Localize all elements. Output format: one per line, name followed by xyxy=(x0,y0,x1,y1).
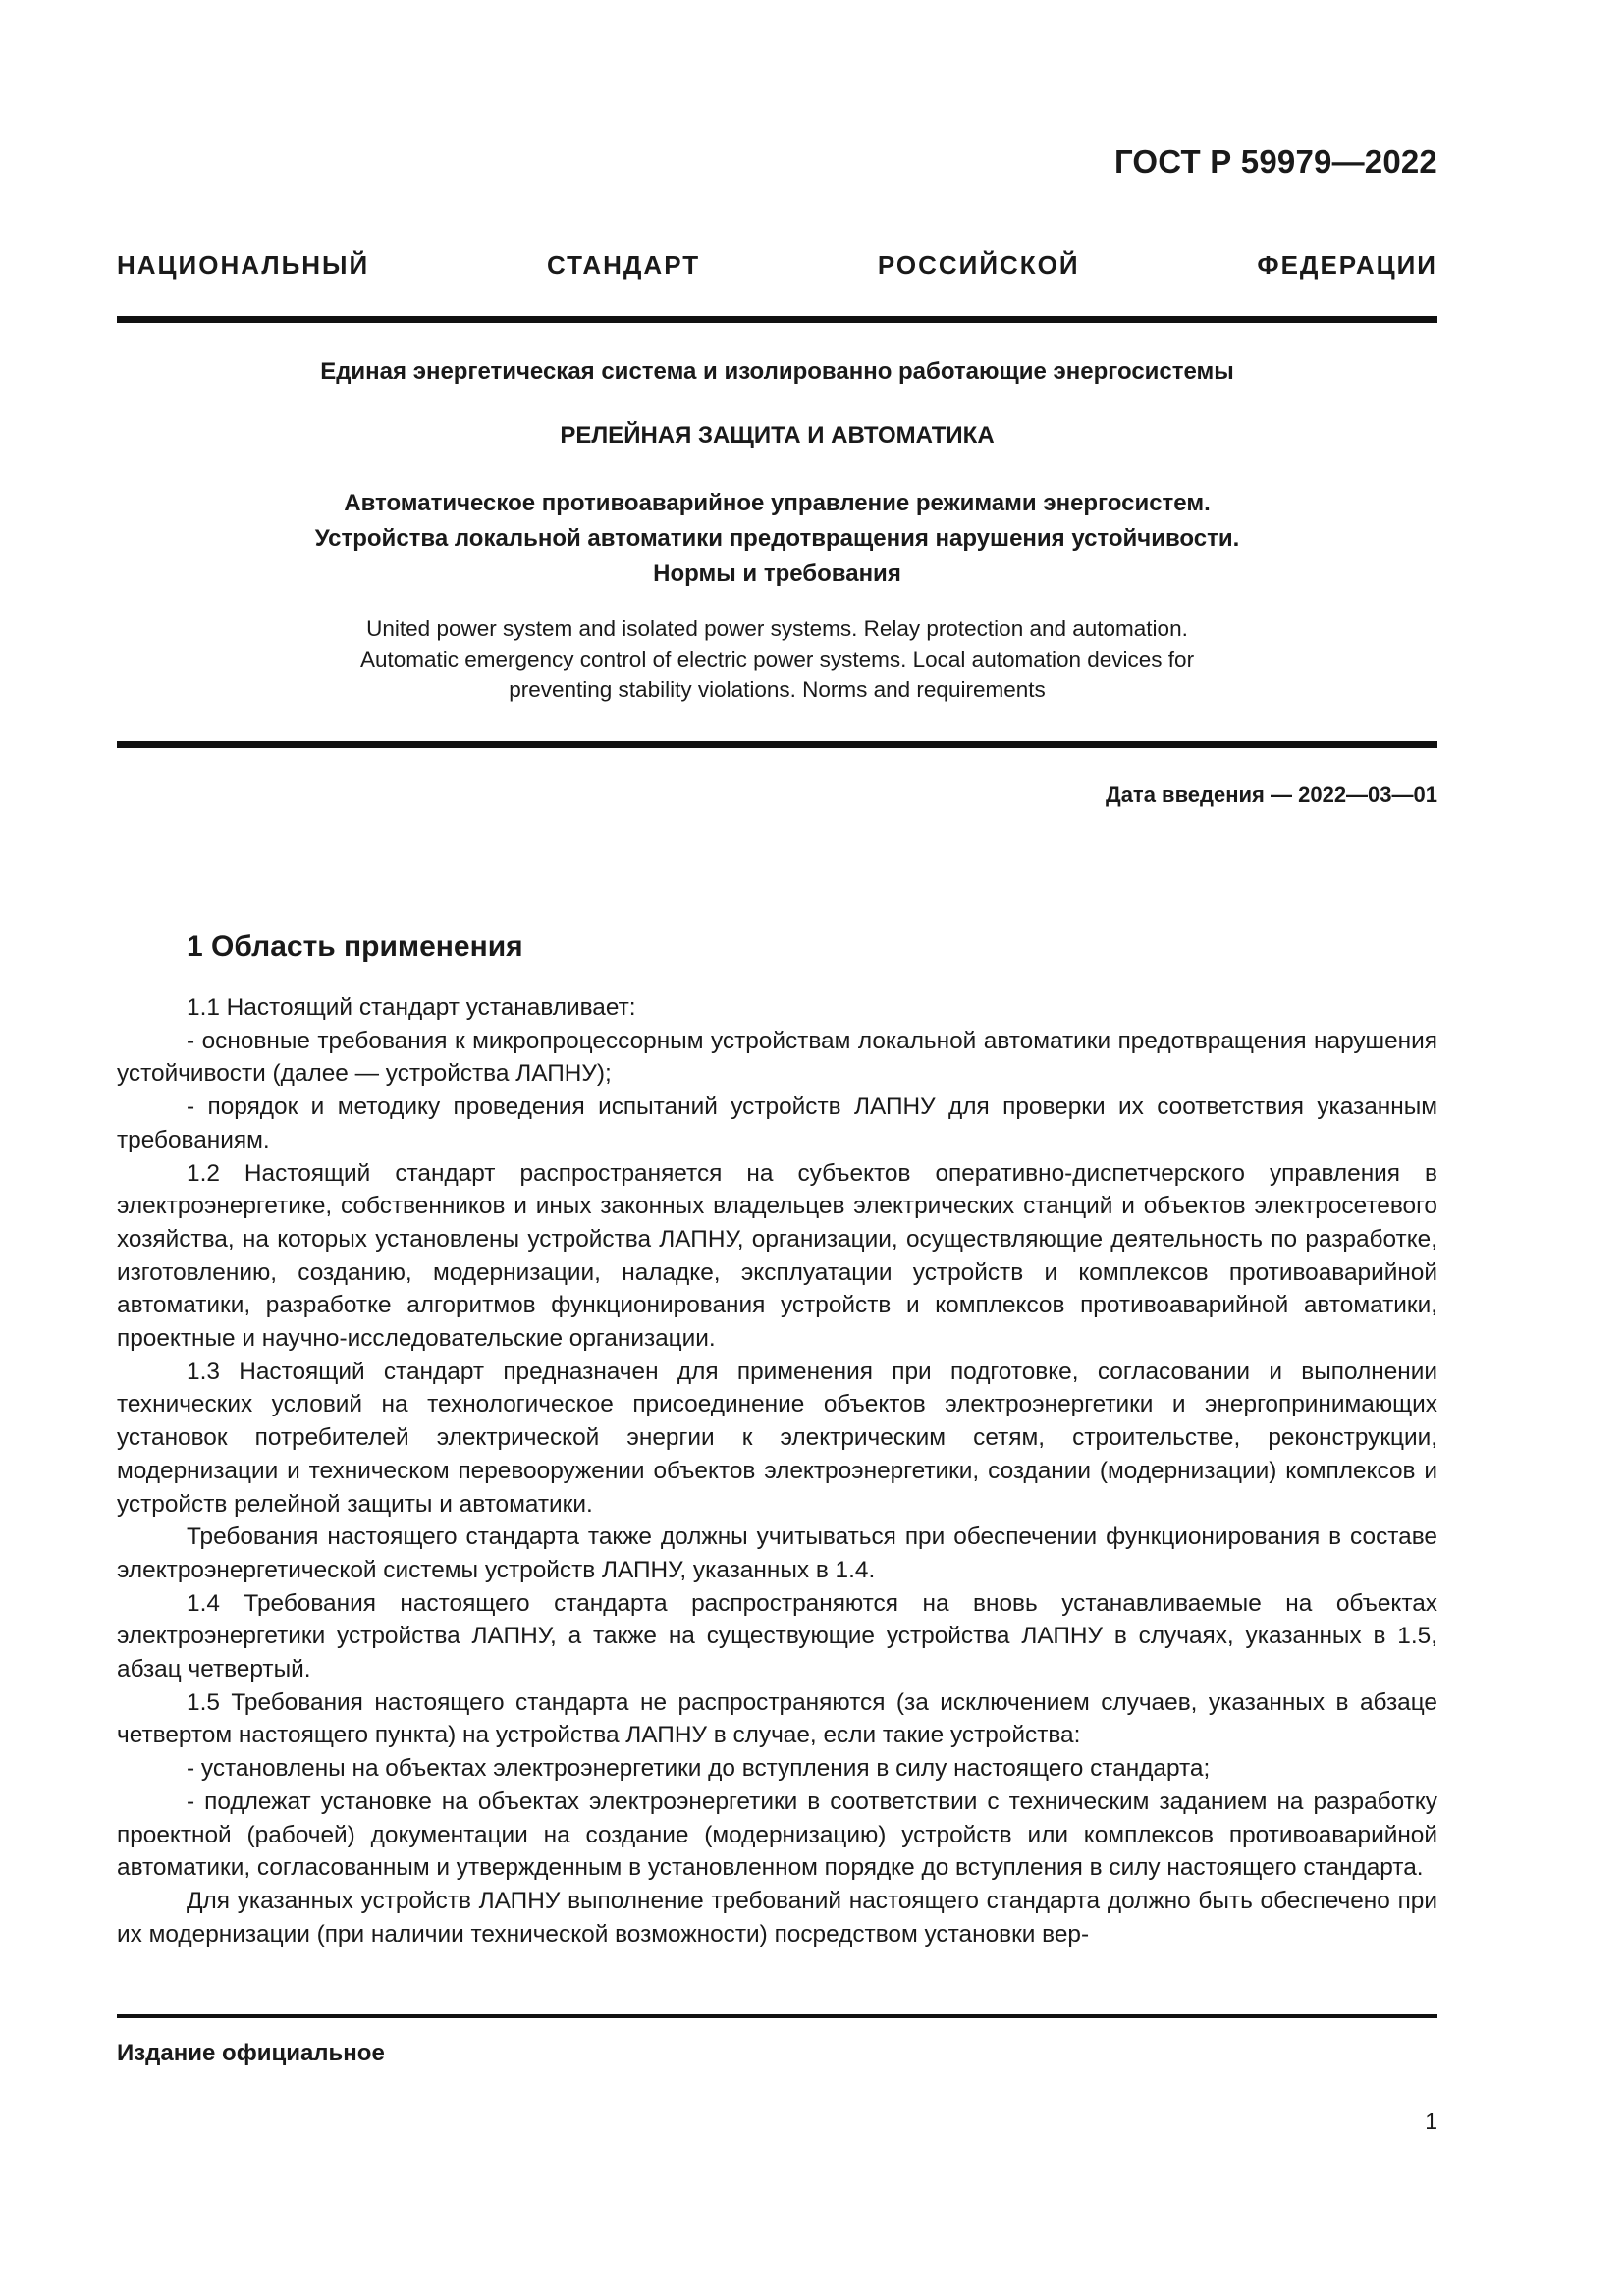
national-standard-title: НАЦИОНАЛЬНЫЙ СТАНДАРТ РОССИЙСКОЙ ФЕДЕРАЦИИ xyxy=(117,250,1437,280)
section-heading: 1 Область применения xyxy=(187,931,523,963)
english-title-line: Automatic emergency control of electric power systems. Local automation devices for xyxy=(359,647,1195,671)
document-number: ГОСТ Р 59979—2022 xyxy=(1113,143,1437,180)
paragraph: Для указанных устройств ЛАПНУ выполнение требований настоящего стандарта должно быть обеспечено при их модернизации (при наличии технической возможности) посредством установки вер- xyxy=(117,1887,1437,1948)
page-number: 1 xyxy=(1425,2109,1437,2134)
edition-label: Издание официальное xyxy=(117,2040,385,2066)
system-title: Единая энергетическая система и изолированно работающие энергосистемы xyxy=(320,358,1234,385)
paragraph: 1.3 Настоящий стандарт предназначен для применения при подготовке, согласовании и выполнении технических условий на технологическое присоединение объектов электроэнергетики и энергопринимающих установок потребителей электрической энергии к электрическим сетям, строительстве, реконструкции, модернизации и техническом перевооружении объектов электроэнергетики, создании (модернизации) комплексов и устройств релейной защиты и автоматики. xyxy=(117,1358,1437,1518)
footer-divider xyxy=(117,2014,1437,2018)
title-divider xyxy=(117,741,1437,748)
main-title xyxy=(117,486,1437,592)
english-title xyxy=(117,614,1437,705)
main-title-line: Устройства локальной автоматики предотвращения нарушения устойчивости. xyxy=(314,525,1240,552)
paragraph: - порядок и методику проведения испытаний устройств ЛАПНУ для проверки их соответствия указанным требованиям. xyxy=(117,1094,1437,1153)
paragraph: 1.4 Требования настоящего стандарта распространяются на вновь устанавливаемые на объектах электроэнергетики устройства ЛАПНУ, а также на существующие устройства ЛАПНУ в случаях, указанных в 1.5, абзац четвертый. xyxy=(117,1589,1437,1683)
main-title-line: Нормы и требования xyxy=(653,561,901,587)
section-body xyxy=(117,991,1437,1950)
introduction-date: Дата введения — 2022—03—01 xyxy=(1106,782,1437,807)
english-title-line: preventing stability violations. Norms and requirements xyxy=(509,677,1046,702)
header-divider xyxy=(117,316,1437,323)
series-title: РЕЛЕЙНАЯ ЗАЩИТА И АВТОМАТИКА xyxy=(560,422,995,449)
paragraph: - установлены на объектах электроэнергетики до вступления в силу настоящего стандарта; xyxy=(187,1755,1211,1783)
main-title-line: Автоматическое противоаварийное управление режимами энергосистем. xyxy=(344,490,1211,516)
paragraph: 1.1 Настоящий стандарт устанавливает: xyxy=(187,994,636,1021)
paragraph: - основные требования к микропроцессорным устройствам локальной автоматики предотвращения нарушения устойчивости (далее — устройства ЛАПНУ); xyxy=(117,1027,1437,1088)
english-title-line: United power system and isolated power systems. Relay protection and automation. xyxy=(366,616,1188,641)
paragraph: Требования настоящего стандарта также должны учитываться при обеспечении функционирования в составе электроэнергетической системы устройств ЛАПНУ, указанных в 1.4. xyxy=(117,1523,1437,1583)
paragraph: - подлежат установке на объектах электроэнергетики в соответствии с техническим заданием на разработку проектной (рабочей) документации на создание (модернизацию) устройств или комплексов противоаварийной автоматики, согласованным и утвержденным в установленном порядке до вступления в силу настоящего стандарта. xyxy=(117,1788,1437,1882)
paragraph: 1.5 Требования настоящего стандарта не распространяются (за исключением случаев, указанных в абзаце четвертом настоящего пункта) на устройства ЛАПНУ в случае, если такие устройства: xyxy=(117,1688,1437,1749)
paragraph: 1.2 Настоящий стандарт распространяется на субъектов оперативно-диспетчерского управления в электроэнергетике, собственников и иных законных владельцев электрических станций и объектов электросетевого хозяйства, на которых установлены устройства ЛАПНУ, организации, осуществляющие деятельность по разработке, изготовлению, созданию, модернизации, наладке, эксплуатации устройств и комплексов противоаварийной автоматики, разработке алгоритмов функционирования устройств и комплексов противоаварийной автоматики, проектные и научно-исследовательские организации. xyxy=(117,1159,1437,1353)
